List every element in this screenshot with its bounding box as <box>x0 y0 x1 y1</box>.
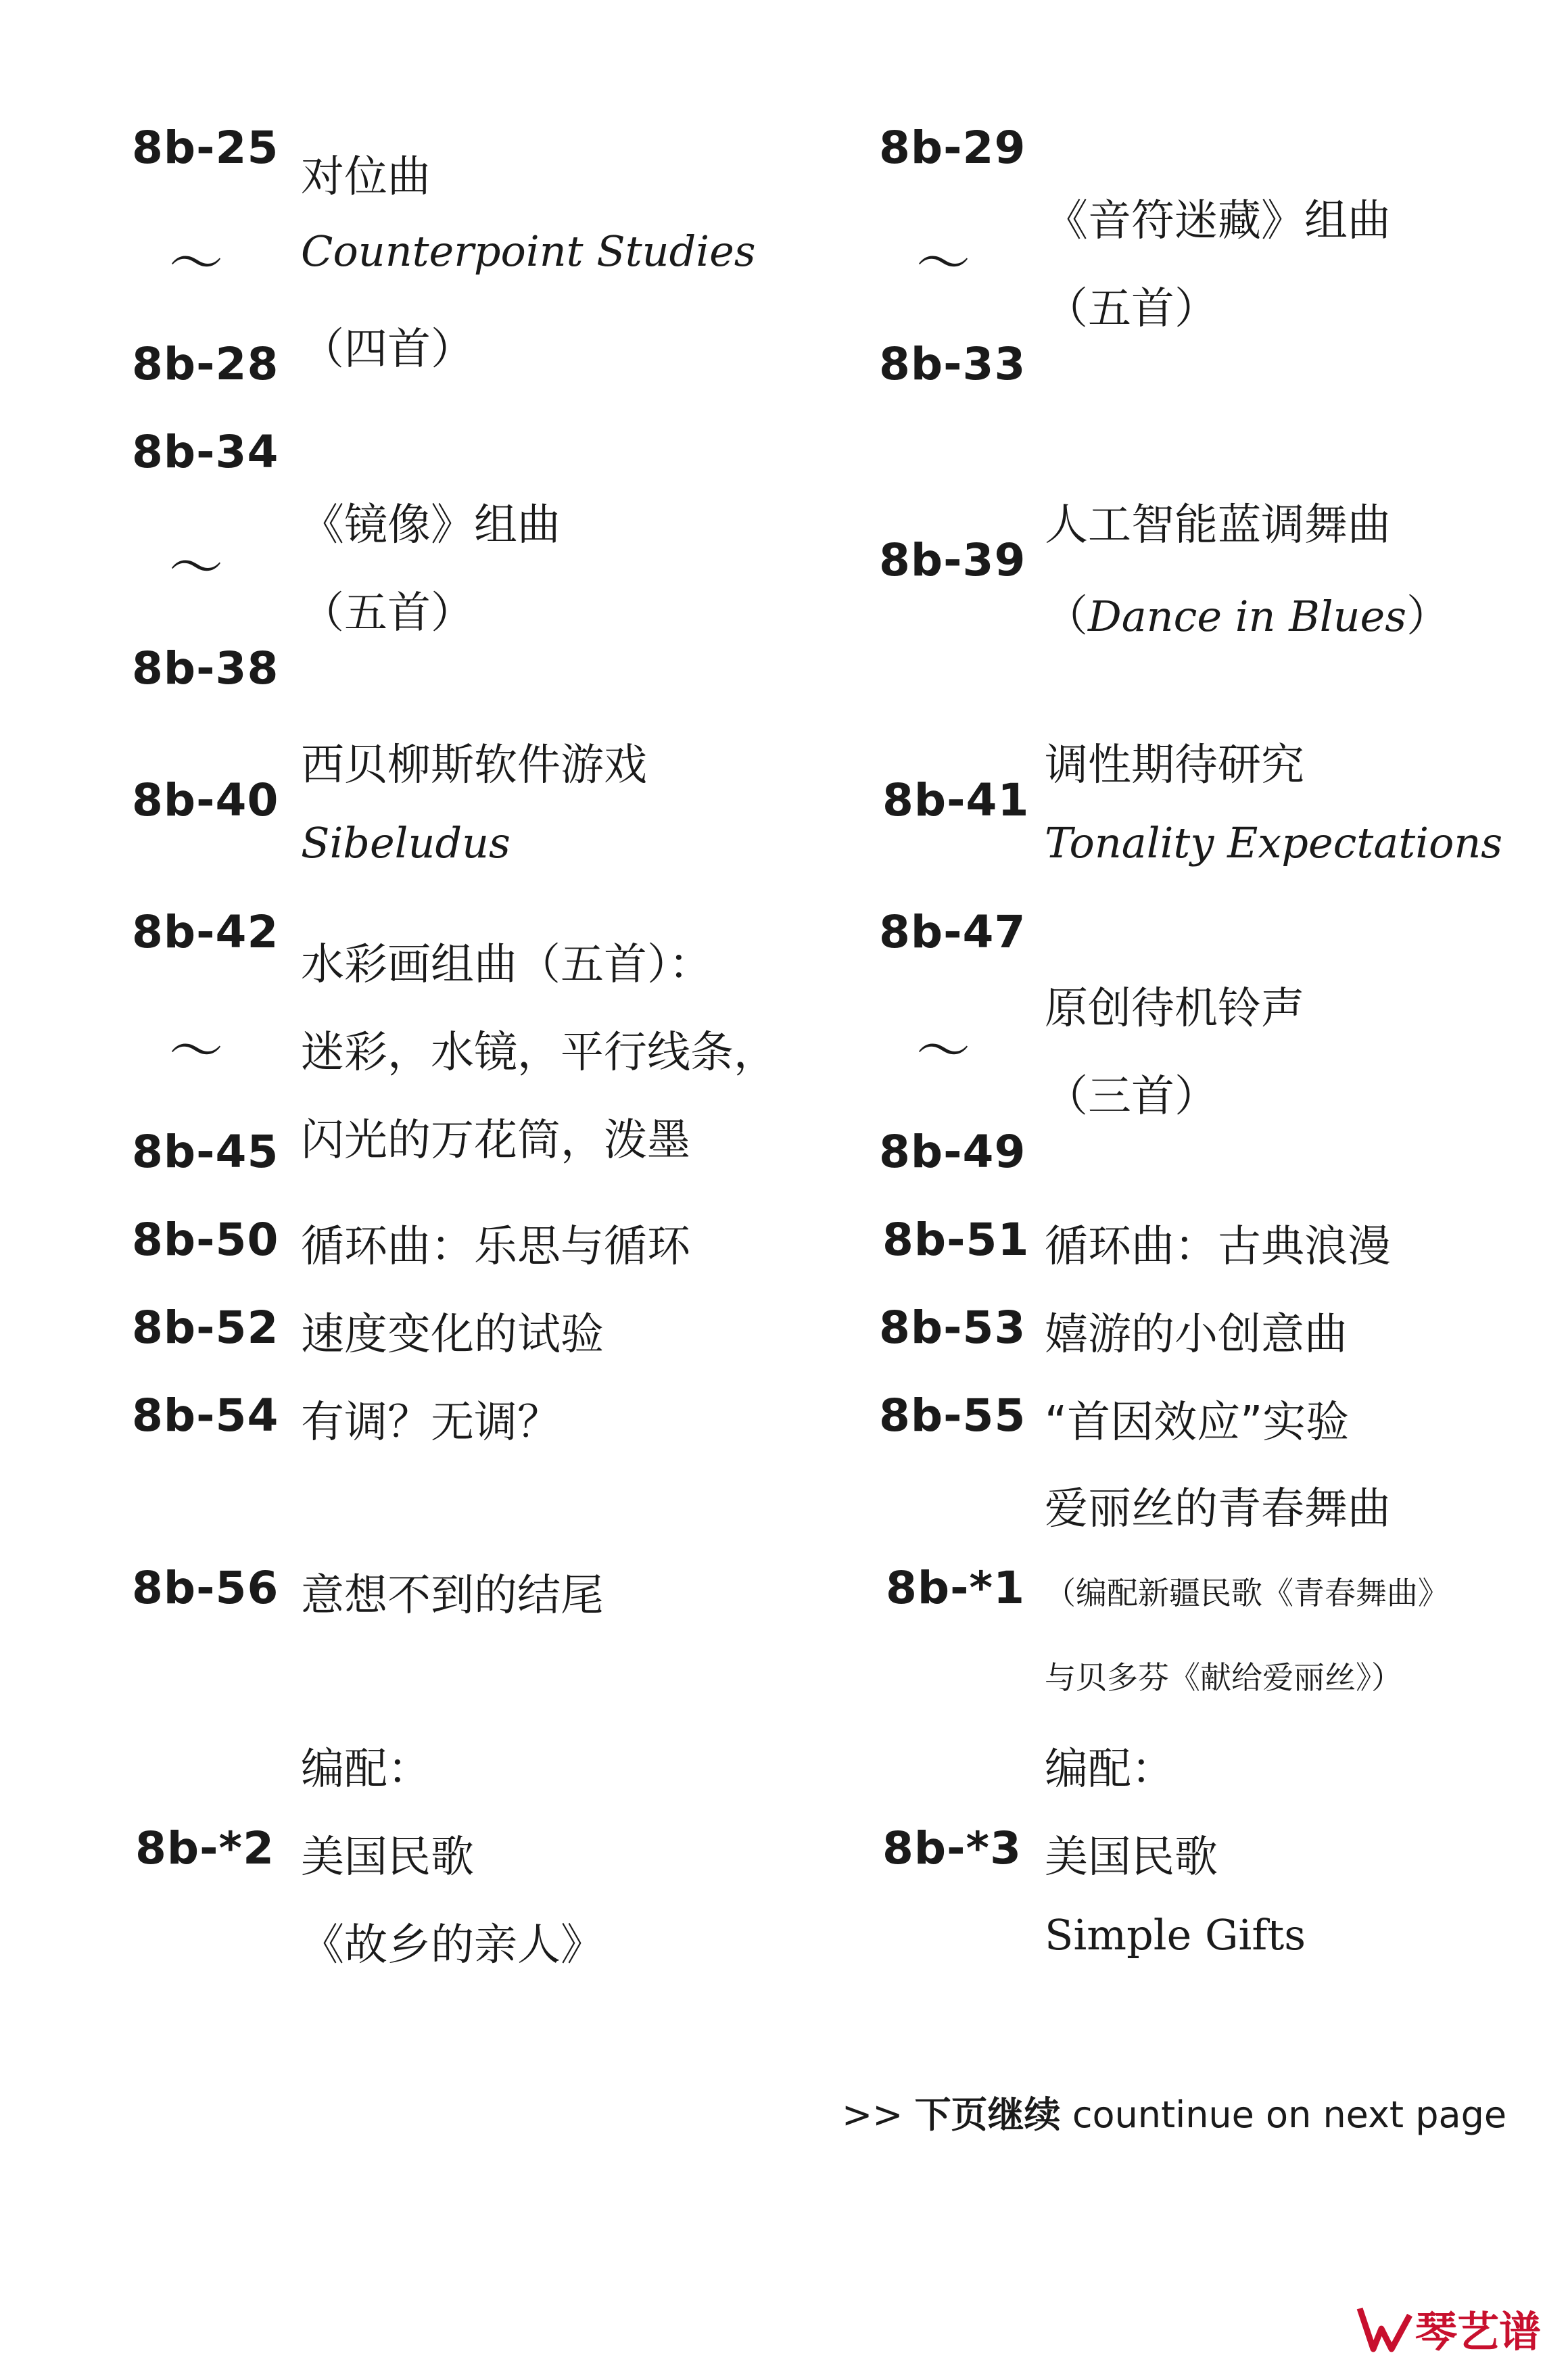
entry-code-end: 8b-33 <box>879 338 1026 390</box>
entry-title-zh: 水彩画组曲（五首）： <box>301 940 712 990</box>
entry-code: 8b-41 <box>882 774 1030 826</box>
entry-title-zh: 嬉游的小创意曲 <box>1045 1310 1348 1360</box>
entry-code-start: 8b-47 <box>879 906 1026 958</box>
entry-title-en-text: Dance in Blues <box>1088 592 1407 641</box>
entry-code: 8b-55 <box>879 1390 1026 1442</box>
range-tilde: ～ <box>169 232 223 295</box>
entry-title-zh: 调性期待研究 <box>1045 740 1304 790</box>
logo-text: 琴艺谱 <box>1415 2307 1541 2356</box>
logo-mark-icon <box>1354 2302 1415 2356</box>
entry-code: 8b-39 <box>879 534 1026 586</box>
entry-code-end: 8b-45 <box>132 1126 279 1178</box>
range-tilde: ～ <box>169 1020 223 1083</box>
entry-title-zh: 原创待机铃声 <box>1045 984 1304 1034</box>
continue-zh: 下页继续 <box>914 2093 1061 2136</box>
entry-code-start: 8b-34 <box>132 426 279 478</box>
double-arrow-icon: >> <box>842 2093 903 2136</box>
entry-code: 8b-*3 <box>882 1822 1022 1874</box>
entry-title-zh: 美国民歌 <box>301 1832 474 1882</box>
entry-code: 8b-53 <box>879 1302 1026 1354</box>
entry-count: （四首） <box>301 325 474 375</box>
paren-open: （ <box>1045 592 1088 642</box>
entry-note: 与贝多芬《献给爱丽丝》） <box>1045 1659 1402 1696</box>
entry-title-en <box>1045 582 1450 644</box>
entry-title-en: Counterpoint Studies <box>301 227 756 276</box>
entry-title-zh: 美国民歌 <box>1045 1832 1218 1882</box>
entry-title-zh: 《音符迷藏》组曲 <box>1045 196 1391 246</box>
entry-title-en: Sibeludus <box>301 818 510 868</box>
entry-code: 8b-51 <box>882 1214 1030 1266</box>
entry-subtitle-zh: 闪光的万花筒，泼墨 <box>301 1116 690 1166</box>
entry-code-end: 8b-49 <box>879 1126 1026 1178</box>
entry-code: 8b-56 <box>132 1562 279 1614</box>
entry-code-start: 8b-29 <box>879 122 1026 174</box>
entry-note: （编配新疆民歌《青春舞曲》 <box>1045 1575 1449 1611</box>
entry-code: 8b-*2 <box>135 1822 275 1874</box>
entry-title-zh: 意想不到的结尾 <box>301 1571 604 1621</box>
continue-notice <box>842 2086 1506 2138</box>
entry-code-start: 8b-42 <box>132 906 279 958</box>
entry-code: 8b-52 <box>132 1302 279 1354</box>
range-tilde: ～ <box>916 1020 970 1083</box>
entry-title-zh: 有调？无调？ <box>301 1398 561 1448</box>
entry-code: 8b-40 <box>132 774 279 826</box>
range-tilde: ～ <box>169 536 223 599</box>
entry-title-en: Simple Gifts <box>1045 1910 1306 1960</box>
brand-logo <box>1354 2298 1541 2358</box>
entry-title-en: Tonality Expectations <box>1045 818 1503 868</box>
entry-code: 8b-54 <box>132 1390 279 1442</box>
entry-title-zh: 爱丽丝的青春舞曲 <box>1045 1484 1391 1534</box>
entry-code-end: 8b-38 <box>132 642 279 694</box>
entry-count: （三首） <box>1045 1072 1218 1122</box>
continue-en: countinue on next page <box>1072 2093 1507 2136</box>
entry-title-zh: 《镜像》组曲 <box>301 500 561 550</box>
entry-title-zh: “首因效应”实验 <box>1045 1398 1350 1448</box>
range-tilde: ～ <box>916 232 970 295</box>
entry-title-zh: 循环曲：乐思与循环 <box>301 1222 690 1272</box>
entry-count: （五首） <box>301 588 474 638</box>
entry-code: 8b-*1 <box>886 1562 1025 1614</box>
entry-title-zh: 循环曲：古典浪漫 <box>1045 1222 1391 1272</box>
entry-count: （五首） <box>1045 284 1218 334</box>
arrangement-label: 编配： <box>1045 1745 1174 1795</box>
entry-title-zh: 西贝柳斯软件游戏 <box>301 740 647 790</box>
entry-title-zh: 速度变化的试验 <box>301 1310 604 1360</box>
entry-code-start: 8b-25 <box>132 122 279 174</box>
entry-code-end: 8b-28 <box>132 338 279 390</box>
entry-title-zh: 人工智能蓝调舞曲 <box>1045 500 1391 550</box>
entry-subtitle-zh: 迷彩，水镜，平行线条， <box>301 1028 777 1078</box>
paren-close: ） <box>1406 592 1450 642</box>
entry-title-zh: 对位曲 <box>301 152 431 202</box>
entry-code: 8b-50 <box>132 1214 279 1266</box>
arrangement-label: 编配： <box>301 1745 431 1795</box>
entry-subtitle-zh: 《故乡的亲人》 <box>301 1920 604 1970</box>
